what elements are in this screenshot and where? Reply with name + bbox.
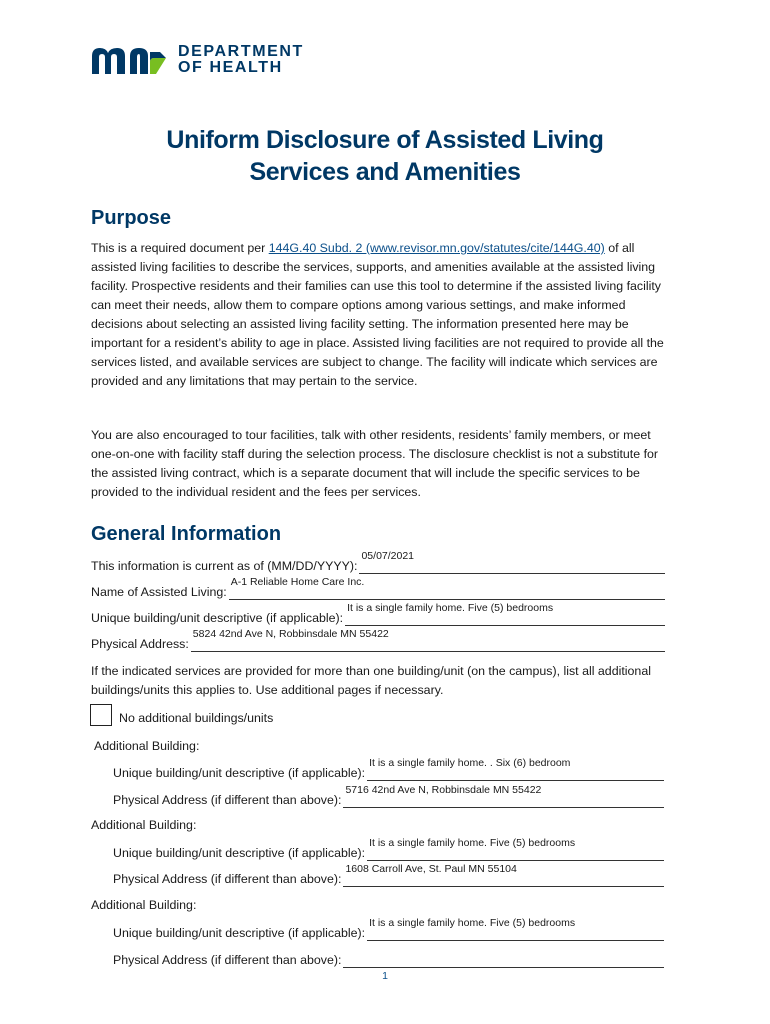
title-line-1: Uniform Disclosure of Assisted Living [166, 126, 604, 154]
purpose-paragraph-2: You are also encouraged to tour facilities, talk with other residents, residents’ family members, or meet one-on-one with facility staff during the selection process. The disclosure checklist is not a substitute for the assisted living contract, which is a separate document that will include the specific services to be provided to the individual resident and the fees per services. [91, 428, 659, 499]
purpose-p1-body: of all assisted living facilities to describe the services, supports, and amenities available at the assisted living facility. Prospective residents and their families can use this tool to determine if the assisted living facility can meet their needs, allow them to compare options among various settings, and make informed decisions about selecting an assisted living facility setting. The information presented here may be important for a resident’s ability to age in place. Assisted living facilities are not required to provide all the services listed, and available services are subject to change. The facility will indicate which services are provided and any limitations that may pertain to the service. [91, 241, 664, 388]
mn-department-of-health-logo [90, 44, 304, 76]
additional-building-3-address-label: Physical Address (if different than above): [113, 953, 342, 967]
current-as-of-field[interactable] [359, 550, 665, 574]
additional-building-1-address-row [113, 784, 664, 808]
additional-building-2-unique-label: Unique building/unit descriptive (if applicable): [113, 846, 366, 860]
physical-address-row [91, 628, 665, 652]
additional-building-3-unique-label: Unique building/unit descriptive (if applicable): [113, 926, 366, 940]
no-additional-buildings-label: No additional buildings/units [119, 711, 274, 725]
current-as-of-row [91, 550, 665, 574]
purpose-heading: Purpose [91, 207, 172, 229]
additional-building-3-heading: Additional Building: [91, 898, 197, 912]
unique-building-row [91, 602, 665, 626]
additional-building-2-unique-value: It is a single family home. Five (5) bedrooms [369, 837, 576, 849]
document-title [0, 124, 770, 188]
additional-building-2-address-field[interactable] [343, 863, 664, 887]
logo-line-1: DEPARTMENT [178, 43, 304, 60]
additional-building-1-unique-value: It is a single family home. . Six (6) bedroom [369, 757, 571, 769]
additional-building-3-unique-value: It is a single family home. Five (5) bedrooms [369, 917, 576, 929]
purpose-p1-intro: This is a required document per [91, 241, 269, 255]
additional-building-1-address-label: Physical Address (if different than above): [113, 793, 342, 807]
additional-building-1-unique-row [113, 757, 664, 781]
physical-address-label: Physical Address: [91, 637, 189, 651]
name-field[interactable] [229, 576, 665, 600]
additional-building-1-unique-label: Unique building/unit descriptive (if applicable): [113, 766, 366, 780]
logo-wordmark [178, 44, 304, 76]
additional-building-2-address-row [113, 863, 664, 887]
additional-building-3-address-field[interactable] [343, 950, 664, 968]
page-number: 1 [382, 970, 388, 982]
unique-building-label: Unique building/unit descriptive (if applicable): [91, 611, 344, 625]
additional-building-1-address-field[interactable] [343, 784, 664, 808]
additional-building-1-unique-field[interactable] [367, 757, 664, 781]
additional-building-2-address-value: 1608 Carroll Ave, St. Paul MN 55104 [345, 863, 517, 875]
statute-link[interactable]: 144G.40 Subd. 2 (www.revisor.mn.gov/statutes/cite/144G.40) [268, 241, 605, 255]
unique-building-field[interactable] [345, 602, 665, 626]
multi-building-note: If the indicated services are provided for more than one building/unit (on the campus), list all additional buildings/units this applies to. Use additional pages if necessary. [91, 664, 651, 697]
name-row [91, 576, 665, 600]
current-as-of-label: This information is current as of (MM/DD/YYYY): [91, 559, 358, 573]
physical-address-field[interactable] [191, 628, 665, 652]
no-additional-buildings-checkbox[interactable] [90, 704, 112, 726]
additional-building-2-heading: Additional Building: [91, 818, 197, 832]
purpose-paragraph-1 [91, 239, 677, 391]
additional-building-3-unique-field[interactable] [367, 917, 664, 941]
additional-building-3-unique-row [113, 917, 664, 941]
current-as-of-value: 05/07/2021 [361, 550, 415, 562]
name-value: A-1 Reliable Home Care Inc. [230, 576, 365, 588]
additional-building-3-address-row [113, 950, 664, 968]
additional-building-1-address-value: 5716 42nd Ave N, Robbinsdale MN 55422 [345, 784, 542, 796]
general-information-heading: General Information [91, 523, 282, 545]
additional-building-2-address-label: Physical Address (if different than above): [113, 872, 342, 886]
logo-line-2: OF HEALTH [178, 59, 283, 76]
additional-building-1-heading: Additional Building: [94, 739, 200, 753]
physical-address-value: 5824 42nd Ave N, Robbinsdale MN 55422 [192, 628, 389, 640]
title-line-2: Services and Amenities [249, 158, 521, 186]
unique-building-value: It is a single family home. Five (5) bedrooms [347, 602, 554, 614]
additional-building-2-unique-row [113, 837, 664, 861]
name-label: Name of Assisted Living: [91, 585, 227, 599]
additional-building-2-unique-field[interactable] [367, 837, 664, 861]
mn-logo-icon [90, 44, 170, 76]
